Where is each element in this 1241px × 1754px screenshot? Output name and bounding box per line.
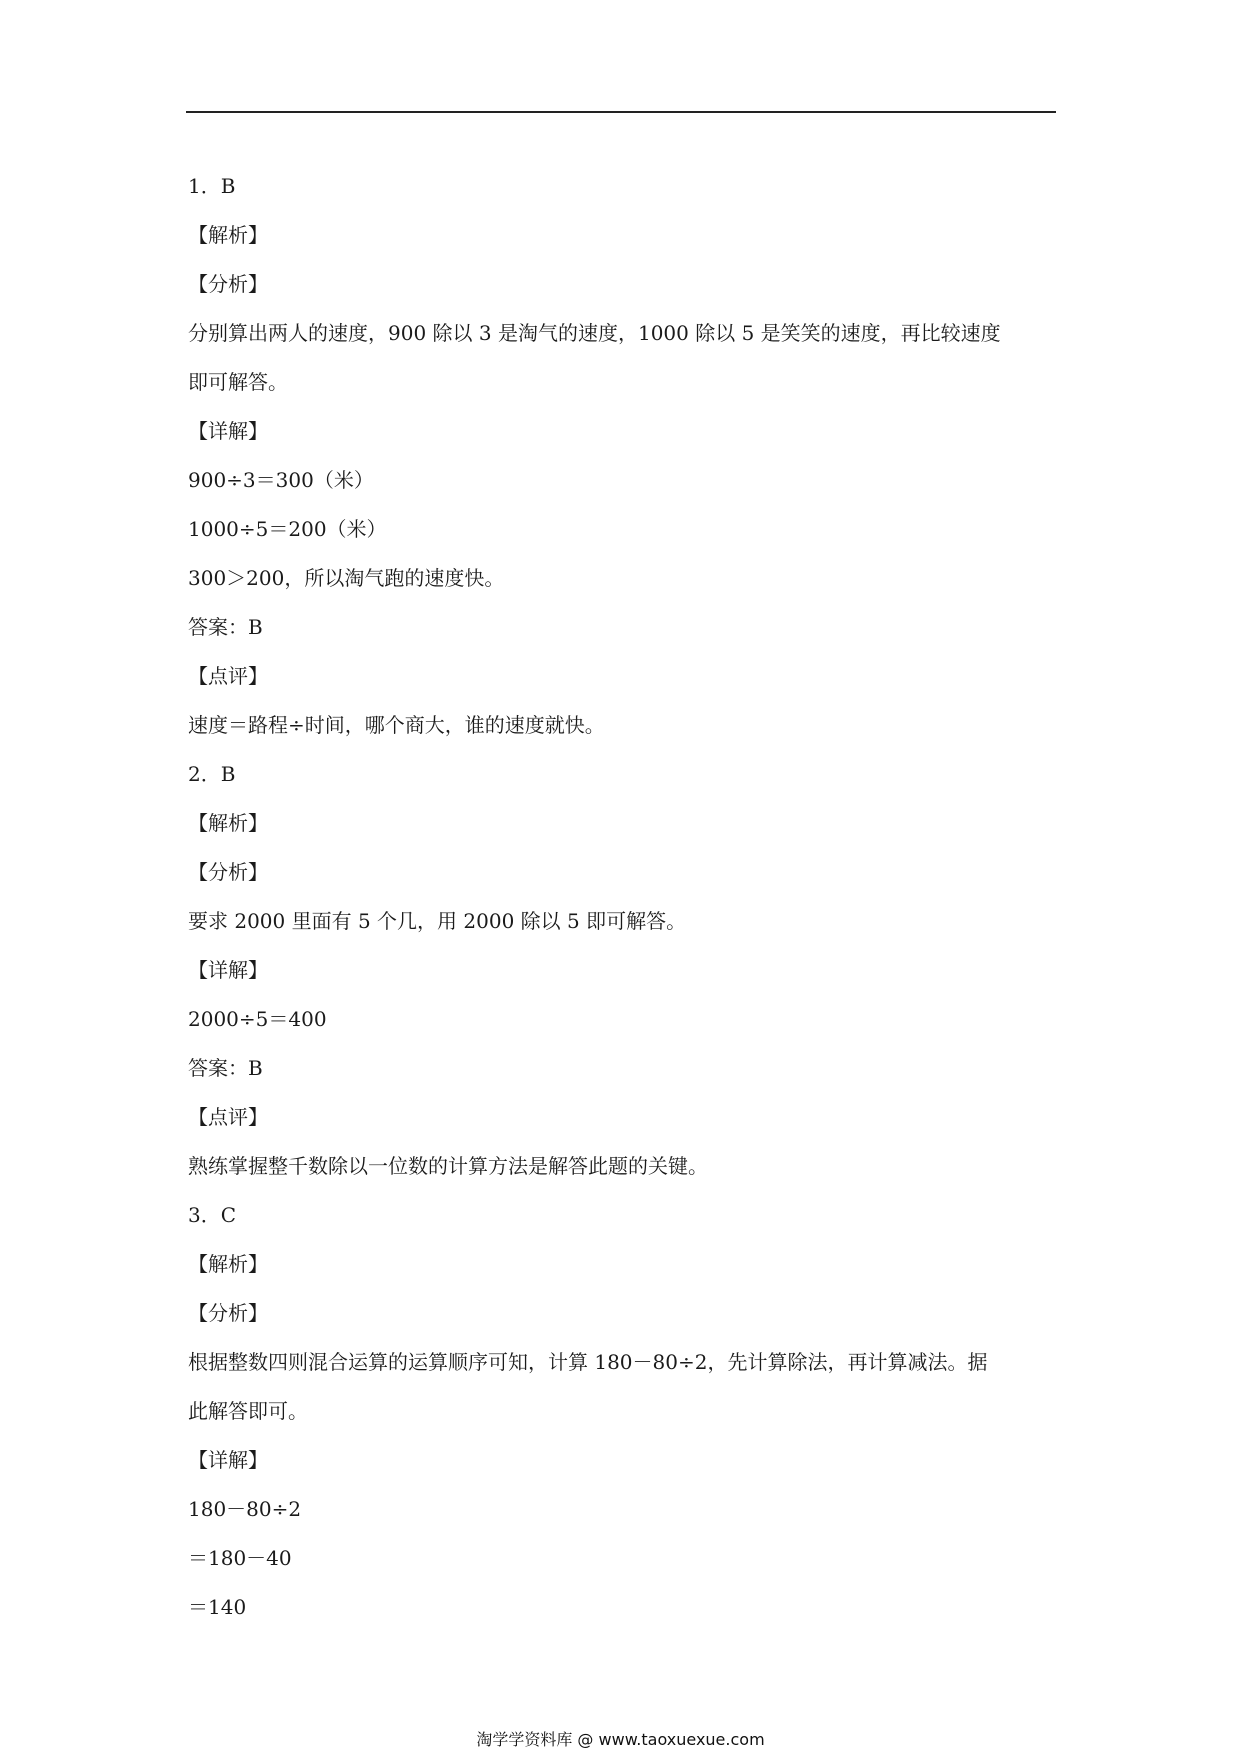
q1-jiexi-heading: 【解析】: [188, 223, 268, 247]
q1-xiangjie-heading: 【详解】: [188, 419, 268, 443]
q1-answer: 1．B: [188, 174, 236, 198]
q2-answer: 2．B: [188, 762, 236, 786]
q2-calc: 2000÷5＝400: [188, 1007, 327, 1031]
q3-jiexi-heading: 【解析】: [188, 1252, 268, 1276]
header-rule: [186, 111, 1056, 113]
q1-final-answer: 答案：B: [188, 615, 263, 639]
q2-analysis: 要求 2000 里面有 5 个几，用 2000 除以 5 即可解答。: [188, 909, 687, 933]
q2-fenxi-heading: 【分析】: [188, 860, 268, 884]
q3-analysis-line-2: 此解答即可。: [188, 1399, 308, 1423]
q1-calc-1: 900÷3＝300（米）: [188, 468, 374, 492]
q3-answer: 3．C: [188, 1203, 237, 1227]
q2-comment: 熟练掌握整千数除以一位数的计算方法是解答此题的关键。: [188, 1154, 708, 1178]
document-body: [188, 162, 1054, 1632]
q1-comment: 速度＝路程÷时间，哪个商大，谁的速度就快。: [188, 713, 605, 737]
q1-calc-2: 1000÷5＝200（米）: [188, 517, 387, 541]
q3-calc-2: ＝180－40: [188, 1546, 292, 1570]
q3-calc-3: ＝140: [188, 1595, 247, 1619]
q3-xiangjie-heading: 【详解】: [188, 1448, 268, 1472]
q2-final-answer: 答案：B: [188, 1056, 263, 1080]
q2-dianping-heading: 【点评】: [188, 1105, 268, 1129]
footer-watermark: 淘学学资料库 @ www.taoxuexue.com: [476, 1730, 765, 1749]
q3-analysis-line-1: 根据整数四则混合运算的运算顺序可知，计算 180－80÷2，先计算除法，再计算减法。据: [188, 1350, 988, 1374]
q1-analysis-line-2: 即可解答。: [188, 370, 288, 394]
q3-calc-1: 180－80÷2: [188, 1497, 302, 1521]
q1-analysis-line-1: 分别算出两人的速度，900 除以 3 是淘气的速度，1000 除以 5 是笑笑的速度，再比较速度: [188, 321, 1001, 345]
q2-jiexi-heading: 【解析】: [188, 811, 268, 835]
q1-compare: 300＞200，所以淘气跑的速度快。: [188, 566, 505, 590]
q1-fenxi-heading: 【分析】: [188, 272, 268, 296]
q3-fenxi-heading: 【分析】: [188, 1301, 268, 1325]
q1-dianping-heading: 【点评】: [188, 664, 268, 688]
q2-xiangjie-heading: 【详解】: [188, 958, 268, 982]
